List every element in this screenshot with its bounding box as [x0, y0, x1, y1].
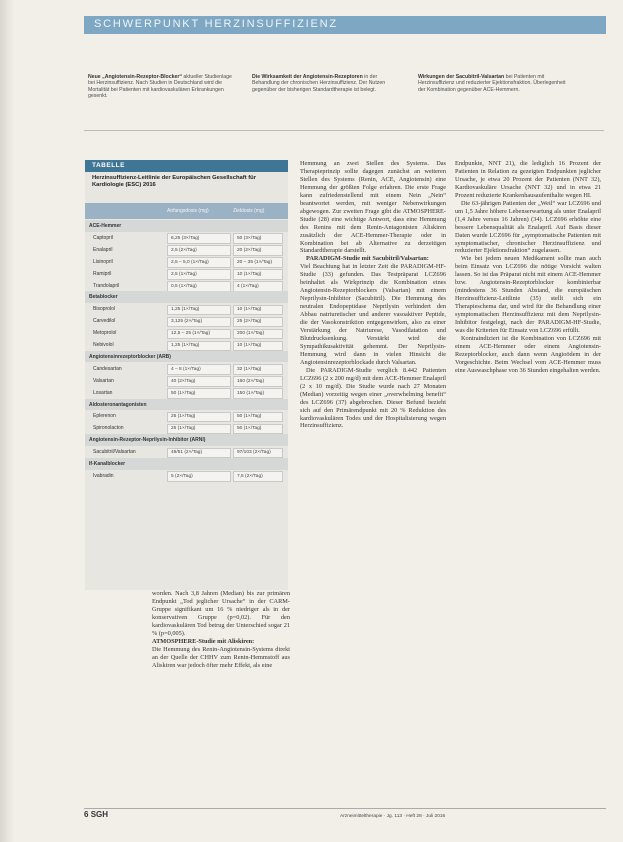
start-dose-value: 3,125 (2×/Tag)	[171, 319, 203, 325]
teaser-lead: Die Wirksamkeit der Angiotensin-Rezeptoren	[252, 74, 363, 80]
drug-name: Nebivolol	[93, 342, 114, 348]
start-dose-value: 1,25 (1×/Tag)	[171, 343, 200, 348]
drug-name: Lisinopril	[93, 258, 113, 265]
paragraph: Die 63-jährigen Patienten der „Weil“ war LCZ696 und um 1,5 Jahre höhere Lebenserwartung als unter Enalapril (1,4 Jahre versus 16 Jahren) (34). LCZ696 erhöhte eine bessere Lebensqualität als Enalapril. Auf Basis dieser Daten wurde LCZ696 für „symptomatische Patienten mit symptomatischer, chronischer Herzinsuffizienz und reduzierter Ejektionsfraktion“ zugelassen.	[455, 199, 601, 255]
drug-name: Sacubitril/Valsartan	[93, 449, 136, 456]
start-dose-value: 40 (2×/Tag)	[171, 378, 196, 384]
text-column-2	[300, 160, 446, 430]
drug-name: Valsartan	[93, 377, 114, 384]
drug-name: Eplerenon	[93, 413, 116, 420]
dosage-table	[85, 160, 288, 590]
start-dose-cell	[167, 341, 231, 352]
teaser-lead: Wirkungen der Sacubitril-Valsartan	[418, 74, 505, 80]
target-dose-value: 7,5 (2×/Tag)	[237, 473, 263, 479]
table-row	[85, 375, 288, 387]
drug-name: Ramipril	[93, 270, 112, 277]
table-title: Herzinsuffizienz-Leitlinie der Europäischen Gesellschaft für Kardiologie (ESC) 2016	[92, 175, 256, 188]
target-dose-cell	[233, 269, 283, 280]
group-label: Aldosteronantagonisten	[89, 401, 147, 408]
target-dose-value: 50 (1×/Tag)	[237, 426, 262, 432]
target-dose-value: 150 (1×/Tag)	[237, 390, 265, 396]
page-number: 6	[84, 810, 89, 819]
target-dose-value: 97/103 (2×/Tag)	[237, 450, 271, 456]
table-group-row	[85, 220, 288, 232]
table-row	[85, 232, 288, 244]
start-dose-cell	[167, 424, 231, 435]
page-gutter-shadow	[0, 0, 14, 842]
start-dose-cell	[167, 376, 231, 387]
teaser-1	[88, 74, 238, 99]
target-dose-cell	[233, 412, 283, 423]
start-dose-cell	[167, 329, 231, 340]
teaser-3	[418, 74, 568, 93]
paragraph: Viel Beachtung hat in letzter Zeit die PARADIGM-HF-Studie (33) gefunden. Das Testpräparat LCZ696 beinhaltet als Wirkprinzip die Kombination eines Angiotensin-Rezeptorblockers (Valsartan) mit einem Neprilysin-Inhibitor (Sacubitril). Die Hemmung des neutralen Endopeptidase Neprilysin verhindert den Abbau natriuretischer und anderer vasoaktiver Peptide, die der Vasokonstriktion entgegenwirken, also zu einer Verstärkung der Natriurese, Vasodilatation und Blutdrucksenkung. Verstärkt wird die Sympathikusaktivität gehemmt. Der Neprilysin-Hemmung wird dann in vielen Hinsicht die Angiotensinrezeptorblockade durch Valsartan.	[300, 263, 446, 366]
table-header	[85, 203, 288, 219]
table-row	[85, 387, 288, 399]
table-row	[85, 303, 288, 315]
target-dose-value: 50 (1×/Tag)	[237, 414, 262, 420]
target-dose-cell	[233, 233, 283, 244]
footer-page-number	[84, 810, 108, 819]
target-dose-value: 25 (2×/Tag)	[237, 319, 262, 325]
table-row	[85, 268, 288, 280]
target-dose-value: 160 (2×/Tag)	[237, 378, 265, 384]
group-label: Angiotensinrezeptorblocker (ARB)	[89, 353, 171, 360]
start-dose-cell	[167, 388, 231, 399]
target-dose-value: 50 (3×/Tag)	[237, 235, 262, 241]
start-dose-value: 25 (1×/Tag)	[171, 426, 196, 432]
start-dose-cell	[167, 471, 231, 482]
start-dose-cell	[167, 448, 231, 459]
target-dose-value: 32 (1×/Tag)	[237, 366, 262, 372]
start-dose-value: 4 – 8 (1×/Tag)	[171, 366, 201, 372]
start-dose-cell	[167, 317, 231, 328]
group-label: If-Kanalblocker	[89, 461, 126, 467]
drug-name: Trandolapril	[93, 282, 120, 289]
drug-name: Candesartan	[93, 365, 122, 372]
table-row	[85, 363, 288, 375]
text-column-3	[455, 160, 601, 375]
target-dose-value: 10 (1×/Tag)	[237, 271, 262, 277]
table-group-row	[85, 351, 288, 363]
group-label: Betablocker	[89, 294, 118, 301]
group-label: ACE-Hemmer	[89, 223, 122, 229]
drug-name: Ivabradin	[93, 472, 114, 479]
column-header-start-dose: Anfangsdosis (mg)	[167, 208, 209, 214]
teaser-text: in der Behandlung der chronischen Herzinsuffizienz. Der Nutzen gegenüber der bisherigen Standardtherapie ist belegt.	[252, 74, 386, 93]
table-row	[85, 422, 288, 434]
table-group-row	[85, 291, 288, 303]
table-group-row	[85, 458, 288, 470]
group-label: Angiotensin-Rezeptor-Neprilysin-Inhibitor (ARNI)	[89, 437, 206, 444]
paragraph: Die Hemmung des Renin-Angiotensin-Systems direkt an der Quelle der CHHV zum Renin-Hemmstoff aus Aliskiren war jedoch öfter mehr Effekt, als eine	[152, 645, 290, 669]
target-dose-cell	[233, 424, 283, 435]
start-dose-value: 50 (1×/Tag)	[171, 390, 196, 396]
paragraph: Hemmung an zwei Stellen des Systems. Das Therapieprinzip sollte dagegen zunächst an weiteren Stellen des Systems (Renin, ACE, Angiotensin) eine Hemmung der größten Folge erfahren. Die erste Frage kann zufriedenstellend mit einem Nein „Nein“ beantwortet werden, mit weniger Nebenwirkungen abgewogen. Zur zweiten Frage gibt die ATMOSPHERE-Studie (28) eine wichtige Antwort, dass eine Hemmung des Renins mit dem Renin-Antagonisten Aliskiren zusätzlich der ACE-Hemmer-Therapie oder in Kombination bei ab Alternative zu derzeitigen Standardtherapie darstellt.	[300, 160, 446, 255]
start-dose-cell	[167, 269, 231, 280]
start-dose-value: 2,5 (2×/Tag)	[171, 247, 197, 253]
table-row	[85, 256, 288, 268]
teaser-lead: Neue „Angiotensin-Rezeptor-Blocker“	[88, 74, 182, 80]
drug-name: Captopril	[93, 234, 114, 241]
drug-name: Bisoprolol	[93, 306, 115, 313]
teaser-divider	[84, 130, 604, 131]
teaser-2	[252, 74, 402, 93]
footer-rule	[84, 808, 606, 809]
target-dose-value: 20 (2×/Tag)	[237, 247, 262, 253]
start-dose-value: 2,5 (1×/Tag)	[171, 271, 197, 277]
start-dose-value: 0,5 (1×/Tag)	[171, 283, 197, 289]
target-dose-cell	[233, 329, 283, 340]
paragraph: Wie bei jedem neuen Medikament sollte man auch beim Einsatz von LCZ696 die nötige Vorsicht walten lassen. So ist das Präparat nicht mit einem ACE-Hemmer bzw. Angiotensin-Rezeptorblocker kombinierbar (mindestens 36 Stunden Abstand, die europäischen Herzinsuffizienz-Leitlinie (35) stellt sich ein Therapieschema dar, und wird für die Behandlung einer symptomatischen Herzinsuffizienz mit dem Neprilysin-Inhibitor festgelegt, nach der PARADIGM-HF-Studie, was die Kriterien für Einsatz von LCZ696 erfüllt.	[455, 255, 601, 335]
target-dose-value: 4 (1×/Tag)	[237, 283, 259, 289]
paragraph: Die PARADIGM-Studie verglich 8.442 Patienten LCZ696 (2 x 200 mg/d) mit dem ACE-Hemmer Enalapril (2 x 10 mg/d). Die Studie wurde nach 27 Monaten (Median) vorzeitig wegen einer „overwhelming benefit“ des LCZ696 (37) abgebrochen. Dieser Befund bezieht sich auf den Primärendpunkt mit 20 % Reduktion des kardiovaskulären Todes und der Hospitalisierung wegen Herzinsuffizienz.	[300, 366, 446, 430]
text-column-1	[152, 590, 290, 670]
target-dose-value: 200 (1×/Tag)	[237, 331, 265, 337]
drug-name: Spironolacton	[93, 425, 124, 432]
drug-name: Carvedilol	[93, 318, 116, 325]
table-row	[85, 244, 288, 256]
target-dose-cell	[233, 305, 283, 316]
target-dose-cell	[233, 317, 283, 328]
start-dose-cell	[167, 257, 231, 268]
table-group-row	[85, 399, 288, 411]
paragraph: Endpunkte, NNT 21), die lediglich 16 Prozent der Patienten in Relation zu gezeigten Endpunkten jeglicher Ursache, je etwa 20 Prozent der Patienten (NNT 32), Kardiovaskuläre Ursache (NNT 32) und in etwa 21 Prozent reduzierte Krankenhausaufenthalte wegen HI.	[455, 160, 601, 199]
footer-brand: SGH	[90, 810, 109, 819]
target-dose-value: 20 – 35 (1×/Tag)	[237, 259, 273, 265]
start-dose-cell	[167, 245, 231, 256]
teaser-text: aktueller Studienlage bei Herzinsuffizienz. Nach Studien in Deutschland wird die Mortalität bei Patienten mit kardiovaskulären Erkrankungen gesenkt.	[88, 74, 232, 99]
table-row	[85, 280, 288, 292]
table-row	[85, 410, 288, 422]
target-dose-cell	[233, 281, 283, 292]
table-tag: TABELLE	[85, 160, 288, 172]
start-dose-value: 1,25 (1×/Tag)	[171, 307, 200, 313]
start-dose-cell	[167, 364, 231, 375]
start-dose-cell	[167, 281, 231, 292]
start-dose-value: 25 (1×/Tag)	[171, 414, 196, 420]
subheading: ATMOSPHERE-Studie mit Aliskiren:	[152, 637, 255, 645]
target-dose-cell	[233, 448, 283, 459]
start-dose-cell	[167, 305, 231, 316]
paragraph: Kontraindiziert ist die Kombination von LCZ696 mit einem ACE-Hemmer oder einem Angiotensin-Rezeptorblocker, auch dann wenn Angioödem in der Vorgeschichte. Beim Wechsel vom ACE-Hemmer muss eine Auswaschphase von 36 Stunden eingehalten werden.	[455, 334, 601, 374]
teaser-text: bei Patienten mit Herzinsuffizienz und reduzierter Ejektionsfraktion. Überlegenheit der Kombination gegenüber ACE-Hemmern.	[418, 74, 566, 93]
start-dose-value: 2,5 – 5,0 (1×/Tag)	[171, 259, 209, 265]
target-dose-value: 10 (1×/Tag)	[237, 343, 262, 348]
target-dose-cell	[233, 364, 283, 375]
target-dose-cell	[233, 376, 283, 387]
target-dose-cell	[233, 471, 283, 482]
start-dose-value: 6,25 (3×/Tag)	[171, 235, 200, 241]
table-row	[85, 327, 288, 339]
start-dose-value: 49/51 (2×/Tag)	[171, 450, 203, 456]
start-dose-value: 5 (2×/Tag)	[171, 473, 193, 479]
target-dose-cell	[233, 245, 283, 256]
paragraph: worden. Nach 3,8 Jahren (Median) bis zur primären Endpunkt „Tod jeglicher Ursache“ in der CARM-Gruppe signifikant um 16 % niedriger als in der konservativen Gruppe (p=0,02). Für den kardiovaskulären Tod betrug der Unterschied sogar 21 % (p=0,005).	[152, 590, 290, 637]
table-row	[85, 339, 288, 351]
column-header-target-dose: Zieldosis (mg)	[233, 208, 265, 214]
drug-name: Losartan	[93, 389, 113, 396]
section-title: SCHWERPUNKT HERZINSUFFIZIENZ	[94, 18, 338, 30]
table-group-row	[85, 434, 288, 446]
target-dose-cell	[233, 257, 283, 268]
start-dose-cell	[167, 233, 231, 244]
subheading: PARADIGM-Studie mit Sacubitril/Valsartan:	[306, 255, 429, 263]
target-dose-value: 10 (1×/Tag)	[237, 307, 262, 313]
table-row	[85, 470, 288, 482]
table-row	[85, 446, 288, 458]
footer-citation: Arzneimitteltherapie · Jg. 113 · Heft 28 · Juli 2016	[340, 814, 446, 819]
target-dose-cell	[233, 388, 283, 399]
start-dose-value: 12,5 – 25 (1×/Tag)	[171, 331, 211, 337]
drug-name: Metoprolol	[93, 330, 117, 337]
table-row	[85, 315, 288, 327]
start-dose-cell	[167, 412, 231, 423]
drug-name: Enalapril	[93, 246, 113, 253]
target-dose-cell	[233, 341, 283, 352]
